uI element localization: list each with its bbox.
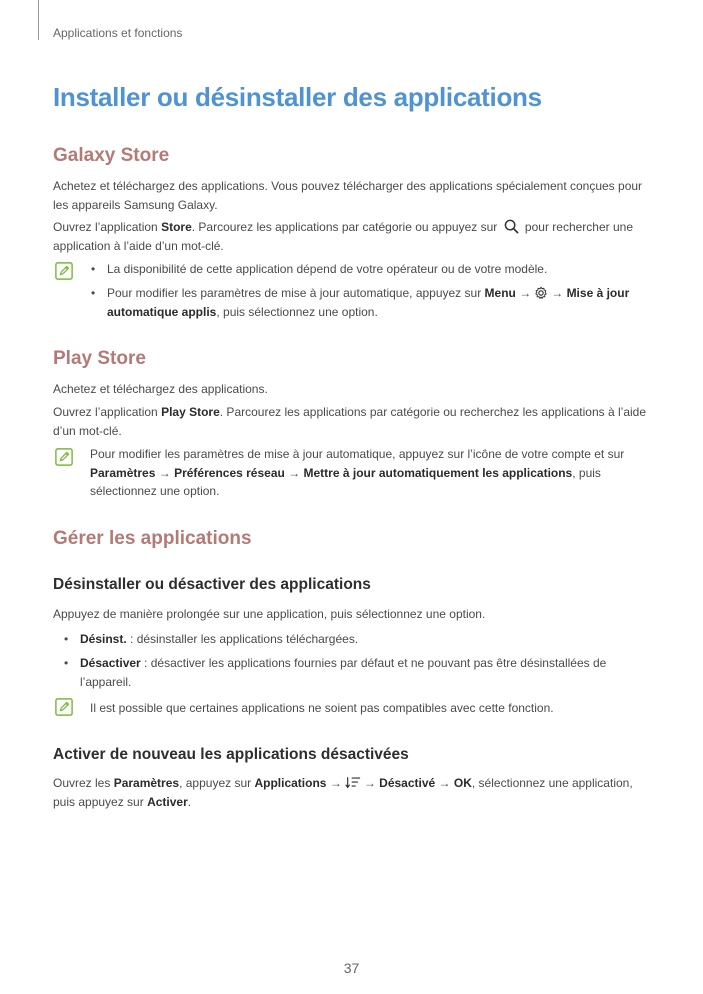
- play-store-intro: Achetez et téléchargez des applications.: [53, 382, 268, 396]
- header-rule: [38, 0, 39, 40]
- note-bullet-availability: • La disponibilité de cette application dépend de votre opérateur ou de votre modèle.: [91, 262, 548, 276]
- note-pencil-icon: [55, 262, 73, 280]
- page-title: Installer ou désinstaller des applications: [53, 82, 542, 112]
- heading-galaxy-store: Galaxy Store: [53, 145, 170, 166]
- page-number: 37: [343, 960, 360, 976]
- galaxy-store-intro: Achetez et téléchargez des applications. Vous pouvez télécharger des applications spécialement conçues pour les appareils Samsung Galaxy.: [53, 179, 643, 212]
- heading-manage-apps: Gérer les applications: [53, 528, 252, 549]
- heading-play-store: Play Store: [53, 348, 146, 369]
- subheading-uninstall: Désinstaller ou désactiver des applications: [53, 576, 371, 593]
- sort-filter-icon: [345, 775, 361, 790]
- note-pencil-icon: [55, 448, 73, 466]
- bullet-uninstall: • Désinst. : désinstaller les applications téléchargées.: [64, 632, 359, 646]
- play-store-instructions: Ouvrez l’application Play Store. Parcourez les applications par catégorie ou recherchez les applications à l’aide d’un mot-clé.: [53, 405, 647, 438]
- subheading-reactivate: Activer de nouveau les applications désactivées: [53, 746, 409, 763]
- galaxy-store-instructions: Ouvrez l’application Store. Parcourez les applications par catégorie ou appuyez sur pour rechercher une application à l’aide d’un mot-clé.: [53, 220, 633, 253]
- note-pencil-icon: [55, 698, 73, 716]
- play-store-note: Pour modifier les paramètres de mise à jour automatique, appuyez sur l’icône de votre compte et sur Paramètres → Préférences réseau → Mettre à jour automatiquement les applications, puis sélectionnez une option.: [90, 447, 625, 498]
- header-section: Applications et fonctions: [53, 26, 183, 40]
- search-icon: [504, 219, 519, 234]
- uninstall-instructions: Appuyez de manière prolongée sur une application, puis sélectionnez une option.: [53, 607, 486, 621]
- bullet-disable: • Désactiver : désactiver les applications fournies par défaut et ne pouvant pas être désinstallées de l’appareil.: [64, 656, 607, 689]
- note-bullet-auto-update: • Pour modifier les paramètres de mise à jour automatique, appuyez sur Menu → → Mise à jour automatique applis, puis sélectionnez une option.: [91, 286, 630, 319]
- reactivate-instructions: Ouvrez les Paramètres, appuyez sur Applications → → Désactivé → OK, sélectionnez une application, puis appuyez sur Activer.: [53, 776, 633, 809]
- gear-icon: [534, 286, 548, 300]
- compatibility-note: Il est possible que certaines applications ne soient pas compatibles avec cette fonction.: [90, 701, 554, 715]
